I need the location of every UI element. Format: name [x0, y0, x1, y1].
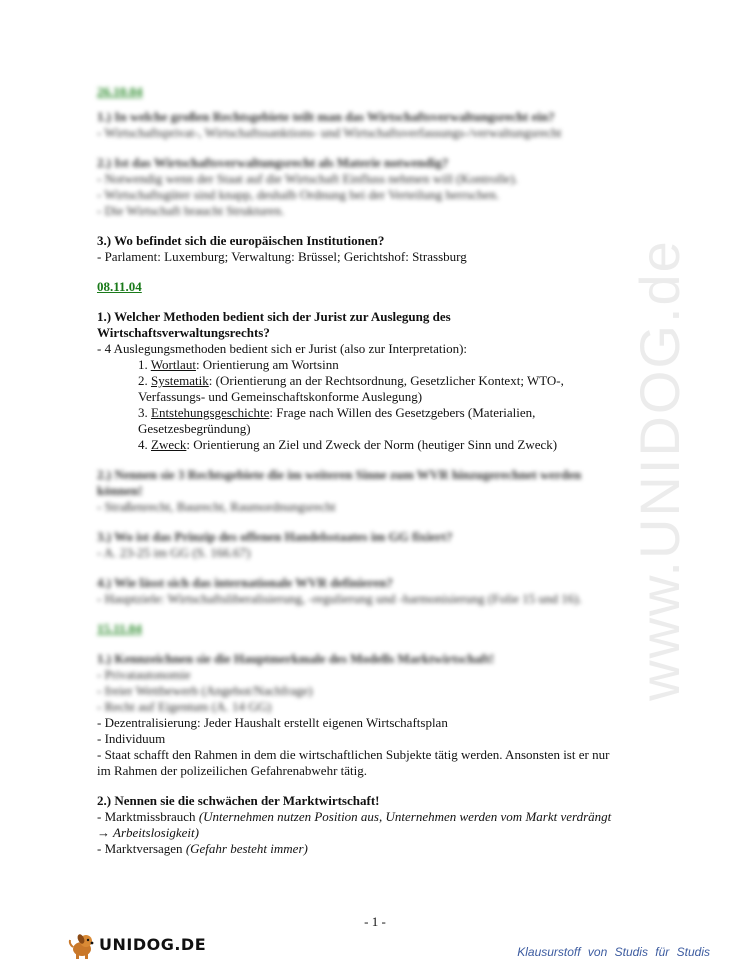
page-number: - 1 - — [364, 914, 386, 929]
section-date: 08.11.04 — [97, 279, 142, 294]
question: 4.) Wie lässt sich das internationale WVR definieren? — [97, 575, 393, 590]
answer: - Dezentralisierung: Jeder Haushalt erstellt eigenen Wirtschaftsplan — [97, 715, 448, 730]
answer: - freier Wettbewerb (Angebot/Nachfrage) — [97, 683, 313, 698]
question: Wirtschaftsverwaltungsrechts? — [97, 325, 270, 340]
section-date: 15.11.04 — [97, 621, 142, 636]
logo-text: UNIDOG.DE — [99, 935, 207, 954]
question: 1.) Welcher Methoden bedient sich der Jurist zur Auslegung des — [97, 309, 451, 324]
answer: - Parlament: Luxemburg; Verwaltung: Brüssel; Gerichtshof: Strassburg — [97, 249, 467, 264]
answer-continuation: → Arbeitslosigkeit) — [97, 825, 199, 840]
question: 3.) Wo ist das Prinzip des offenen Handelsstaates im GG fixiert? — [97, 529, 453, 544]
section-blurred-middle — [97, 467, 657, 715]
notes-content — [97, 84, 657, 857]
section-date: 26.10.04 — [97, 84, 143, 99]
answer: - Wirtschaftsprivat-, Wirtschaftssanktions- und Wirtschaftsverfassungs-/verwaltungsrecht — [97, 125, 562, 140]
footer-tagline: Klausurstoff von Studis für Studis — [517, 945, 710, 959]
answer: - Hauptziele: Wirtschaftsliberalisierung, -regulierung und -harmonisierung (Folie 15 und 16). — [97, 591, 582, 606]
answer: im Rahmen der polizeilichen Gefahrenabwehr tätig. — [97, 763, 368, 778]
unidog-logo[interactable] — [66, 928, 206, 962]
answer: - Wirtschaftsgüter sind knapp, deshalb Ordnung bei der Verteilung herrschen. — [97, 187, 500, 202]
answer: - Die Wirtschaft braucht Strukturen. — [97, 203, 285, 218]
method-item-continuation: Verfassungs- und Gemeinschaftskonforme Auslegung) — [138, 389, 423, 404]
method-item: 1. Wortlaut: Orientierung am Wortsinn — [138, 357, 339, 372]
answer: - Recht auf Eigentum (A. 14 GG) — [97, 699, 272, 714]
answer: - A. 23-25 im GG (S. 166.67) — [97, 545, 251, 560]
question: 1.) Kennzeichnen sie die Hauptmerkmale des Modells Marktwirtschaft! — [97, 651, 495, 666]
question: können! — [97, 483, 143, 498]
section-blurred-top — [97, 84, 657, 219]
question: 2.) Ist das Wirtschaftsverwaltungsrecht als Materie notwendig? — [97, 155, 449, 170]
method-item-continuation: Gesetzesbegründung) — [138, 421, 251, 436]
question: 1.) In welche großen Rechtsgebiete teilt man das Wirtschaftsverwaltungsrecht ein? — [97, 109, 555, 124]
answer: - Privatautonomie — [97, 667, 191, 682]
answer: - Marktversagen (Gefahr besteht immer) — [97, 841, 308, 856]
method-item: 4. Zweck: Orientierung an Ziel und Zweck der Norm (heutiger Sinn und Zweck) — [138, 437, 558, 452]
watermark: www.UNIDOG.de — [628, 239, 692, 701]
answer: - Marktmissbrauch (Unternehmen nutzen Position aus, Unternehmen werden vom Markt verdrängt — [97, 809, 612, 824]
answer-intro: - 4 Auslegungsmethoden bedient sich er Jurist (also zur Interpretation): — [97, 341, 468, 356]
answer: - Notwendig wenn der Staat auf die Wirtschaft Einfluss nehmen will (Kontrolle). — [97, 171, 518, 186]
dog-mascot-icon — [66, 930, 96, 960]
method-item: 2. Systematik: (Orientierung an der Rechtsordnung, Gesetzlicher Kontext; WTO-, — [138, 373, 564, 388]
question: 2.) Nennen sie 3 Rechtsgebiete die im weiteren Sinne zum WVR hinzugerechnet werden — [97, 467, 582, 482]
question: 2.) Nennen sie die schwächen der Marktwirtschaft! — [97, 793, 380, 808]
arrow-right-icon: → — [97, 825, 110, 840]
answer: - Individuum — [97, 731, 166, 746]
answer: - Staat schafft den Rahmen in dem die wirtschaftlichen Subjekte tätig werden. Ansonsten ist er nur — [97, 747, 610, 762]
answer: - Straßenrecht, Baurecht, Raumordnungsrecht — [97, 499, 336, 514]
method-item: 3. Entstehungsgeschichte: Frage nach Willen des Gesetzgebers (Materialien, — [138, 405, 536, 420]
question: 3.) Wo befindet sich die europäischen Institutionen? — [97, 233, 385, 248]
